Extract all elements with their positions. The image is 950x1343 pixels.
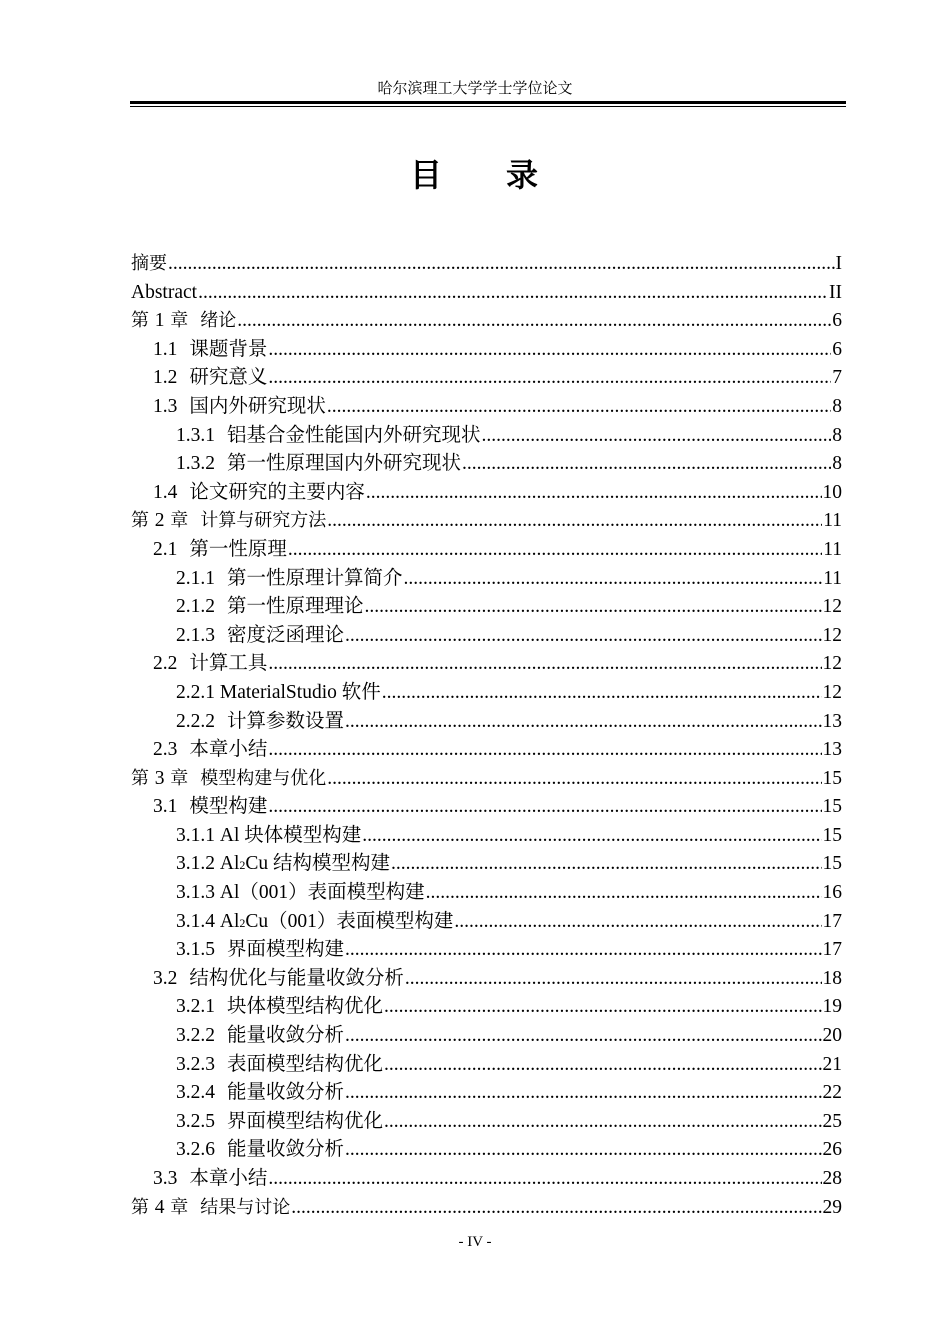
- toc-entry[interactable]: [131, 736, 842, 765]
- toc-page-number: 12: [822, 681, 842, 703]
- toc-page-number: 11: [823, 510, 842, 532]
- toc-section-number: 1.3: [153, 395, 178, 417]
- toc-label: 本章小结: [189, 1168, 268, 1189]
- toc-dot-leader: [327, 765, 821, 794]
- toc-chapter-number: [131, 507, 188, 536]
- toc-label: [220, 850, 390, 880]
- toc-chapter-prefix: 第: [131, 310, 149, 332]
- toc-page-number: 17: [822, 910, 842, 932]
- toc-label-part: Al: [219, 853, 240, 875]
- toc-section-number: 1.1: [153, 338, 178, 360]
- toc-section-number: 1.4: [153, 481, 178, 503]
- toc-dot-leader: [345, 708, 821, 737]
- toc-entry[interactable]: [131, 908, 842, 937]
- toc-dot-leader: [268, 736, 821, 765]
- toc-label: Abstract: [131, 281, 198, 303]
- toc-section-number: 3.2.5: [176, 1110, 215, 1132]
- toc-entry[interactable]: [131, 364, 842, 393]
- toc-chapter-prefix: 第: [131, 1196, 149, 1218]
- toc-dot-leader: [345, 1136, 821, 1165]
- toc-entry[interactable]: [131, 1051, 842, 1080]
- toc-page-number: I: [835, 253, 842, 274]
- toc-dot-leader: [405, 965, 822, 994]
- toc-label: 模型构建与优化: [200, 767, 327, 789]
- toc-section-number: 3.2.1: [176, 996, 215, 1018]
- toc-entry[interactable]: [131, 622, 842, 651]
- toc-label: [220, 908, 454, 938]
- toc-entry[interactable]: [131, 565, 842, 594]
- toc-page-number: 10: [822, 481, 842, 503]
- toc-page-number: 16: [822, 882, 842, 904]
- toc-entry[interactable]: [131, 850, 842, 879]
- toc-section-number: 3.1.3: [176, 882, 215, 904]
- toc-entry[interactable]: [131, 1165, 842, 1194]
- page-title-char-2: 录: [506, 156, 541, 194]
- toc-label: 研究意义: [189, 367, 268, 389]
- toc-label: 结果与讨论: [200, 1196, 291, 1218]
- toc-chapter-suffix: 章: [170, 1196, 189, 1218]
- toc-dot-leader: [345, 622, 821, 651]
- toc-dot-leader: [384, 1051, 821, 1080]
- toc-dot-leader: [345, 936, 821, 965]
- toc-section-number: 3.2.2: [176, 1025, 215, 1047]
- toc-dot-leader: [268, 1165, 821, 1194]
- toc-label-part: Cu（001）表面模型构建: [245, 910, 454, 932]
- toc-page-number: 18: [822, 967, 842, 989]
- toc-page-number: 13: [822, 710, 842, 732]
- toc-dot-leader: [288, 536, 822, 565]
- toc-entry[interactable]: [131, 679, 842, 708]
- toc-page-number: 26: [822, 1139, 842, 1161]
- toc-page-number: II: [829, 281, 842, 303]
- toc-label-subscript: 2: [239, 915, 246, 930]
- toc-entry[interactable]: [131, 879, 842, 908]
- toc-entry[interactable]: [131, 507, 842, 536]
- toc-section-number: 2.1.3: [176, 624, 215, 646]
- toc-label: 界面模型结构优化: [227, 1110, 384, 1132]
- toc-page-number: 15: [822, 824, 842, 846]
- page-number: - IV -: [458, 1234, 492, 1250]
- toc-page-number: 25: [822, 1110, 842, 1132]
- toc-section-number: 2.2.1: [176, 681, 215, 703]
- toc-label: 块体模型结构优化: [227, 996, 384, 1018]
- toc-chapter-prefix: 第: [131, 510, 149, 532]
- toc-entry[interactable]: [131, 1136, 842, 1165]
- toc-dot-leader: [382, 679, 822, 708]
- toc-chapter-number: [131, 307, 188, 336]
- toc-page-number: 6: [832, 338, 842, 360]
- header-rule-thick: [130, 101, 846, 104]
- toc-entry[interactable]: [131, 965, 842, 994]
- toc-entry[interactable]: [131, 793, 842, 822]
- toc-entry[interactable]: [131, 1079, 842, 1108]
- toc-entry[interactable]: [131, 279, 842, 308]
- toc-entry[interactable]: [131, 393, 842, 422]
- toc-page-number: 7: [832, 367, 842, 389]
- toc-chapter-suffix: 章: [170, 767, 189, 789]
- toc-chapter-suffix: 章: [170, 510, 189, 532]
- page-title-char-1: 目: [409, 156, 444, 194]
- toc-dot-leader: [362, 822, 821, 851]
- toc-section-number: 3.2.3: [176, 1053, 215, 1075]
- toc-dot-leader: [384, 993, 821, 1022]
- toc-dot-leader: [268, 650, 821, 679]
- toc-page-number: 28: [822, 1168, 842, 1189]
- toc-section-number: 1.2: [153, 367, 178, 389]
- page-title: [0, 150, 950, 200]
- toc-chapter-number: [131, 765, 188, 794]
- toc-section-number: 2.2: [153, 653, 178, 675]
- toc-section-number: 2.1.2: [176, 596, 215, 618]
- toc-page-number: 20: [822, 1025, 842, 1047]
- toc-entry[interactable]: [131, 765, 842, 794]
- toc-chapter-number: [131, 1194, 188, 1223]
- toc-dot-leader: [404, 565, 823, 594]
- toc-dot-leader: [462, 450, 831, 479]
- toc-dot-leader: [365, 593, 822, 622]
- toc-section-number: 3.2: [153, 967, 178, 989]
- toc-chapter-digit: 1: [154, 310, 165, 332]
- toc-label-part: Cu 结构模型构建: [245, 853, 391, 875]
- toc-label-subscript: 2: [239, 858, 246, 873]
- toc-label: 第一性原理: [189, 538, 287, 560]
- toc-chapter-digit: 4: [154, 1196, 165, 1218]
- toc-dot-leader: [327, 393, 831, 422]
- toc-label: 计算参数设置: [227, 710, 345, 732]
- toc-dot-leader: [391, 850, 821, 879]
- toc-page-number: 21: [822, 1053, 842, 1075]
- toc-label: 本章小结: [189, 739, 268, 761]
- toc-entry[interactable]: [131, 593, 842, 622]
- toc-entry[interactable]: [131, 536, 842, 565]
- toc-section-number: 3.1.4: [176, 910, 215, 932]
- toc-label: 界面模型构建: [227, 939, 345, 961]
- toc-dot-leader: [268, 364, 831, 393]
- toc-page-number: 13: [822, 739, 842, 761]
- toc-label: 模型构建: [189, 796, 268, 818]
- running-header: 哈尔滨理工大学学士学位论文: [377, 79, 573, 97]
- toc-page-number: 12: [822, 596, 842, 618]
- toc-dot-leader: [426, 879, 822, 908]
- toc-page-number: 19: [822, 996, 842, 1018]
- toc-section-number: 3.1.5: [176, 939, 215, 961]
- header-rule-thin: [130, 106, 846, 107]
- toc-dot-leader: [327, 507, 822, 536]
- toc-dot-leader: [384, 1108, 821, 1137]
- toc-page-number: 15: [822, 796, 842, 818]
- toc-label: Al 块体模型构建: [219, 824, 362, 846]
- toc-page-number: 15: [822, 767, 842, 789]
- toc-entry[interactable]: [131, 650, 842, 679]
- toc-dot-leader: [168, 250, 835, 279]
- toc-section-number: 3.1: [153, 796, 178, 818]
- toc-page-number: 12: [822, 653, 842, 675]
- toc-entry[interactable]: [131, 708, 842, 737]
- toc-label: 摘要: [131, 253, 167, 274]
- toc-label: 第一性原理理论: [227, 596, 364, 618]
- toc-label: 国内外研究现状: [189, 395, 326, 417]
- toc-entry[interactable]: [131, 422, 842, 451]
- toc-label: 密度泛函理论: [227, 624, 345, 646]
- toc-label: 论文研究的主要内容: [189, 481, 365, 503]
- toc-chapter-prefix: 第: [131, 767, 149, 789]
- toc-label-part: Al: [219, 910, 240, 932]
- toc-section-number: 2.2.2: [176, 710, 215, 732]
- toc-entry[interactable]: [131, 450, 842, 479]
- toc-page-number: 12: [822, 624, 842, 646]
- toc-chapter-suffix: 章: [170, 310, 189, 332]
- toc-label: 能量收敛分析: [227, 1025, 345, 1047]
- toc-dot-leader: [291, 1194, 821, 1223]
- toc-page-number: 15: [822, 853, 842, 875]
- toc-section-number: 3.1.2: [176, 853, 215, 875]
- toc-label: 结构优化与能量收敛分析: [189, 967, 404, 989]
- toc-label: 绪论: [200, 310, 237, 332]
- toc-entry[interactable]: [131, 1022, 842, 1051]
- toc-label: 计算工具: [189, 653, 268, 675]
- toc-chapter-digit: 2: [154, 510, 165, 532]
- toc-section-number: 2.3: [153, 739, 178, 761]
- toc-section-number: 1.3.2: [176, 453, 215, 475]
- toc-entry[interactable]: [131, 822, 842, 851]
- toc-section-number: 3.2.4: [176, 1082, 215, 1104]
- toc-page-number: 8: [832, 424, 842, 446]
- toc-label: 铝基合金性能国内外研究现状: [227, 424, 481, 446]
- table-of-contents: [131, 250, 842, 1222]
- toc-dot-leader: [366, 479, 822, 508]
- toc-dot-leader: [198, 279, 828, 308]
- toc-label: 能量收敛分析: [227, 1082, 345, 1104]
- toc-dot-leader: [345, 1022, 821, 1051]
- toc-entry[interactable]: [131, 336, 842, 365]
- toc-page-number: 6: [832, 310, 842, 332]
- toc-label: Al（001）表面模型构建: [219, 882, 425, 904]
- toc-section-number: 1.3.1: [176, 424, 215, 446]
- toc-entry[interactable]: [131, 479, 842, 508]
- toc-label: 表面模型结构优化: [227, 1053, 384, 1075]
- toc-dot-leader: [268, 793, 821, 822]
- toc-label: 课题背景: [189, 338, 268, 360]
- toc-section-number: 3.2.6: [176, 1139, 215, 1161]
- toc-label: MaterialStudio 软件: [219, 681, 381, 703]
- toc-dot-leader: [268, 336, 831, 365]
- toc-entry[interactable]: [131, 250, 842, 279]
- toc-section-number: 3.3: [153, 1168, 178, 1189]
- toc-entry[interactable]: [131, 993, 842, 1022]
- toc-dot-leader: [345, 1079, 821, 1108]
- toc-page-number: 11: [823, 538, 842, 560]
- toc-label: 计算与研究方法: [200, 510, 327, 532]
- toc-dot-leader: [454, 908, 821, 937]
- toc-page-number: 17: [822, 939, 842, 961]
- toc-page-number: 22: [822, 1082, 842, 1104]
- toc-section-number: 2.1: [153, 538, 178, 560]
- toc-dot-leader: [482, 422, 832, 451]
- toc-entry[interactable]: [131, 1108, 842, 1137]
- toc-section-number: 2.1.1: [176, 567, 215, 589]
- toc-section-number: 3.1.1: [176, 824, 215, 846]
- toc-page-number: 8: [832, 395, 842, 417]
- toc-dot-leader: [237, 307, 831, 336]
- toc-label: 第一性原理计算简介: [227, 567, 403, 589]
- toc-page-number: 29: [822, 1196, 842, 1218]
- toc-label: 能量收敛分析: [227, 1139, 345, 1161]
- toc-entry[interactable]: [131, 936, 842, 965]
- toc-page-number: 8: [832, 453, 842, 475]
- toc-label: 第一性原理国内外研究现状: [227, 453, 462, 475]
- toc-entry[interactable]: [131, 307, 842, 336]
- toc-entry[interactable]: [131, 1194, 842, 1223]
- toc-chapter-digit: 3: [154, 767, 165, 789]
- toc-page-number: 11: [823, 567, 842, 589]
